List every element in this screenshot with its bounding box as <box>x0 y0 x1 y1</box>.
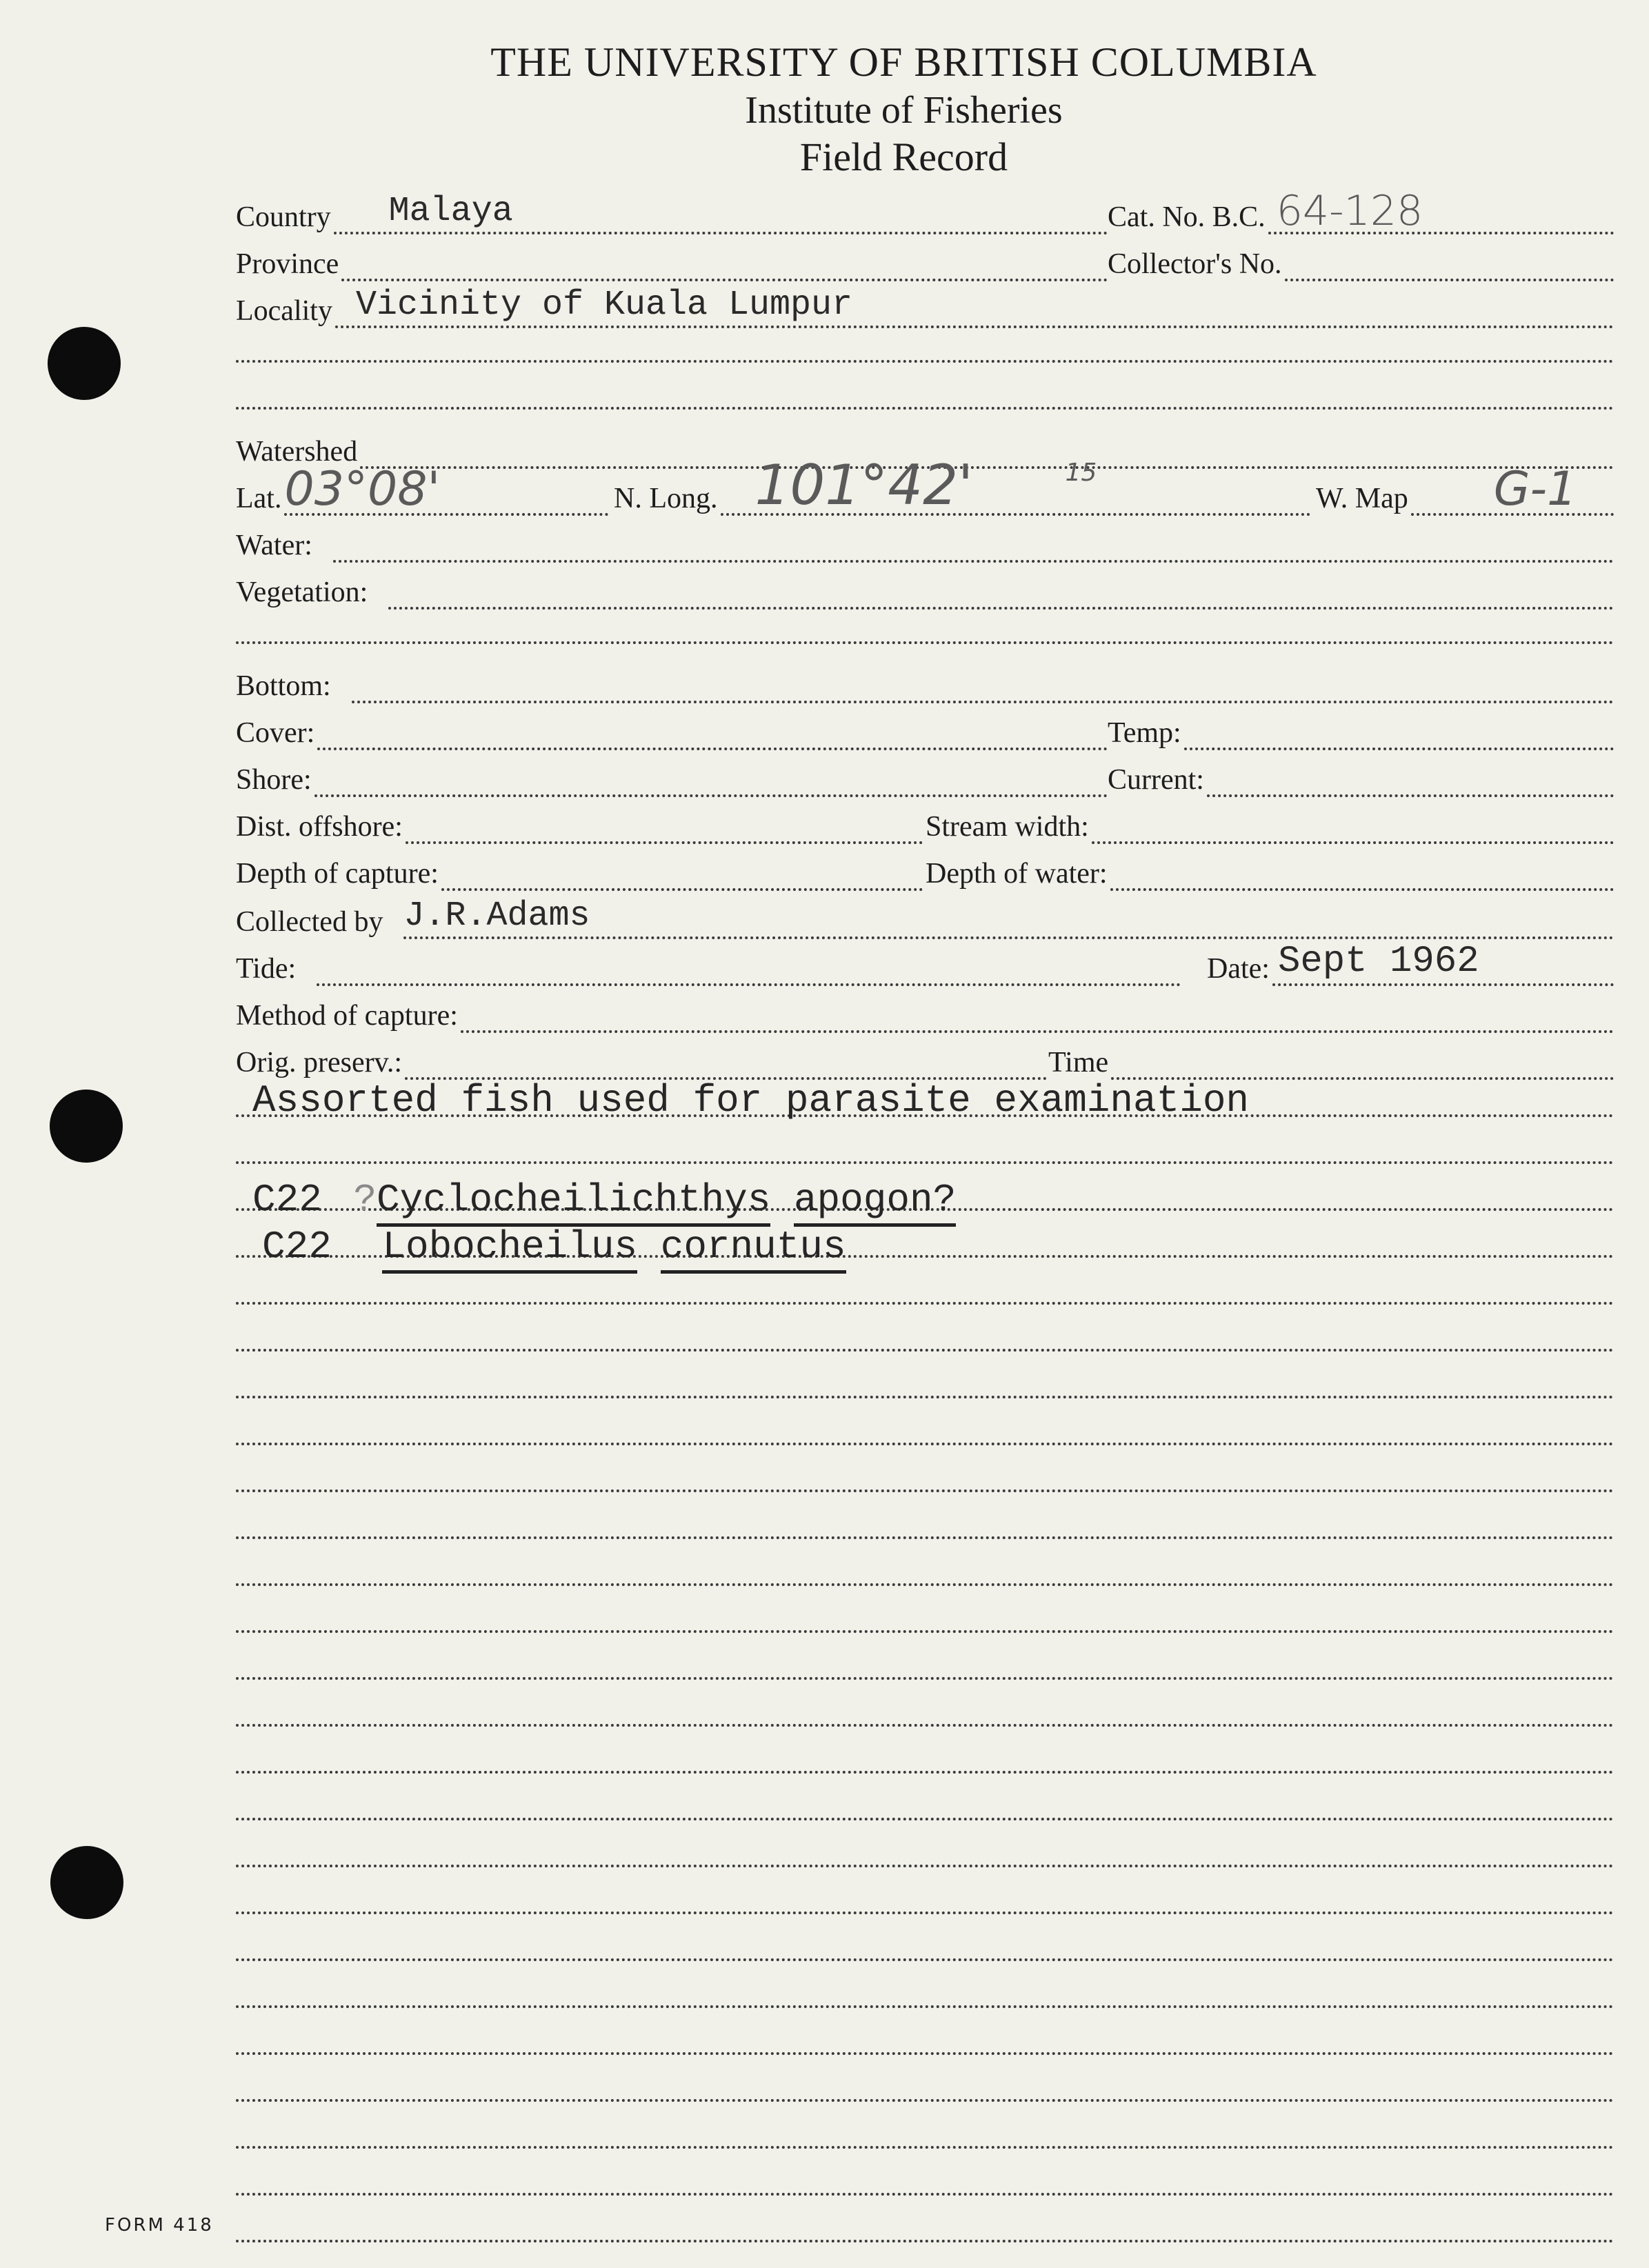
cover-label: Cover: <box>236 717 315 749</box>
locality-value: Vicinity of Kuala Lumpur <box>355 285 853 325</box>
province-label: Province <box>236 248 339 280</box>
punch-hole-top <box>48 327 121 400</box>
row-dist-offshore <box>236 800 1614 847</box>
notes-line-11 <box>236 1583 1614 1586</box>
notes-line-20 <box>236 2005 1614 2008</box>
current-label: Current: <box>1108 764 1204 796</box>
specimen-species: apogon? <box>794 1178 956 1227</box>
cover-field[interactable] <box>317 705 1108 750</box>
map-label: W. Map <box>1316 483 1408 514</box>
collected-by-label: Collected by <box>236 906 383 938</box>
water-field[interactable] <box>333 517 1614 563</box>
notes-line-23 <box>236 2146 1614 2149</box>
depth-water-field[interactable] <box>1110 845 1614 891</box>
temp-field[interactable] <box>1184 705 1614 750</box>
method-field[interactable] <box>461 987 1614 1033</box>
row-locality <box>236 284 1614 331</box>
dist-offshore-label: Dist. offshore: <box>236 811 403 843</box>
specimen-genus: Lobocheilus <box>382 1225 637 1274</box>
institution-title: THE UNIVERSITY OF BRITISH COLUMBIA <box>490 39 1317 85</box>
orig-preserv-label: Orig. preserv.: <box>236 1047 403 1078</box>
tide-label: Tide: <box>236 953 297 985</box>
method-label: Method of capture: <box>236 1000 458 1032</box>
row-method <box>236 989 1614 1036</box>
bottom-label: Bottom: <box>236 670 331 702</box>
cat-no-value: 64-128 <box>1276 187 1423 235</box>
specimen-code: C22 <box>262 1225 332 1269</box>
shore-field[interactable] <box>314 752 1108 797</box>
long-note: 15 <box>1065 459 1097 487</box>
notes-line-25 <box>236 2240 1614 2242</box>
country-field[interactable] <box>334 189 1108 234</box>
date-label: Date: <box>1207 953 1270 985</box>
notes-description: Assorted fish used for parasite examination <box>252 1078 1250 1123</box>
depth-capture-label: Depth of capture: <box>236 858 439 890</box>
row-water <box>236 519 1614 565</box>
current-field[interactable] <box>1207 752 1614 797</box>
row-coordinates <box>236 453 1614 519</box>
time-field[interactable] <box>1111 1034 1614 1080</box>
lat-label: Lat. <box>236 483 282 514</box>
long-value: 101°42' <box>754 453 973 517</box>
form-title: Field Record <box>799 134 1008 179</box>
notes-line-19 <box>236 1958 1614 1961</box>
country-label: Country <box>236 201 331 233</box>
row-orig-preserv <box>236 1036 1614 1083</box>
cat-no-field[interactable] <box>1268 189 1614 234</box>
collected-by-value: J.R.Adams <box>403 896 590 936</box>
notes-line-24 <box>236 2193 1614 2196</box>
row-depth <box>236 847 1614 894</box>
notes-line-12 <box>236 1630 1614 1633</box>
specimen-genus: Cyclocheilichthys <box>377 1178 770 1227</box>
notes-line-2 <box>236 1161 1614 1164</box>
notes-line-22 <box>236 2099 1614 2102</box>
date-value: Sept 1962 <box>1277 941 1479 983</box>
notes-line-6 <box>236 1349 1614 1352</box>
notes-line-5 <box>236 1302 1614 1305</box>
notes-line-9 <box>236 1489 1614 1492</box>
notes-line-14 <box>236 1724 1614 1727</box>
country-value: Malaya <box>388 192 513 231</box>
lat-field[interactable] <box>284 462 608 516</box>
notes-line-21 <box>236 2052 1614 2055</box>
row-country <box>236 187 1614 237</box>
notes-line-15 <box>236 1771 1614 1774</box>
watershed-label: Watershed <box>236 436 358 468</box>
row-collected-by <box>236 895 1614 942</box>
row-shore <box>236 753 1614 800</box>
date-field[interactable] <box>1272 941 1614 986</box>
vegetation-line-2 <box>236 641 1614 644</box>
orig-preserv-field[interactable] <box>405 1034 1047 1080</box>
map-value: G-1 <box>1493 462 1577 516</box>
water-label: Water: <box>236 530 312 561</box>
lat-value: 03°08' <box>284 462 441 516</box>
punch-hole-middle <box>50 1090 123 1163</box>
notes-line-8 <box>236 1443 1614 1445</box>
collectors-no-label: Collector's No. <box>1108 248 1282 280</box>
notes-line-17 <box>236 1865 1614 1867</box>
notes-line-7 <box>236 1396 1614 1398</box>
notes-line-10 <box>236 1536 1614 1539</box>
row-province <box>236 237 1614 284</box>
collectors-no-field[interactable] <box>1285 236 1614 281</box>
cat-no-label: Cat. No. B.C. <box>1108 201 1266 233</box>
punch-hole-bottom <box>50 1846 123 1919</box>
map-field[interactable] <box>1411 462 1614 516</box>
depth-water-label: Depth of water: <box>926 858 1108 890</box>
bottom-field[interactable] <box>352 658 1614 703</box>
notes-line-18 <box>236 1911 1614 1914</box>
row-tide <box>236 942 1614 989</box>
row-bottom <box>236 659 1614 706</box>
dist-offshore-field[interactable] <box>406 799 923 844</box>
row-vegetation <box>236 565 1614 612</box>
specimen-mark: ? <box>353 1178 377 1222</box>
locality-field[interactable] <box>335 283 1614 328</box>
shore-label: Shore: <box>236 764 312 796</box>
temp-label: Temp: <box>1108 717 1181 749</box>
depth-capture-field[interactable] <box>441 845 923 891</box>
locality-line-3 <box>236 407 1614 410</box>
row-cover <box>236 706 1614 753</box>
province-field[interactable] <box>341 236 1108 281</box>
tide-field[interactable] <box>317 941 1181 986</box>
collected-by-field[interactable] <box>403 894 1614 939</box>
specimen-species: cornutus <box>661 1225 846 1274</box>
institute-title: Institute of Fisheries <box>745 89 1063 132</box>
specimen-entry <box>262 1225 846 1269</box>
vegetation-field[interactable] <box>388 564 1614 610</box>
locality-line-2 <box>236 360 1614 363</box>
watershed-field[interactable] <box>360 423 1614 469</box>
notes-line-16 <box>236 1818 1614 1820</box>
stream-width-label: Stream width: <box>926 811 1089 843</box>
specimen-entry <box>252 1178 957 1222</box>
long-label: N. Long. <box>614 483 718 514</box>
long-field[interactable] <box>721 453 1311 517</box>
specimen-code: C22 <box>252 1178 322 1222</box>
locality-label: Locality <box>236 295 332 327</box>
stream-width-field[interactable] <box>1092 799 1614 844</box>
vegetation-label: Vegetation: <box>236 576 368 608</box>
notes-line-13 <box>236 1677 1614 1680</box>
form-number: FORM 418 <box>105 2215 214 2236</box>
time-label: Time <box>1048 1047 1109 1078</box>
